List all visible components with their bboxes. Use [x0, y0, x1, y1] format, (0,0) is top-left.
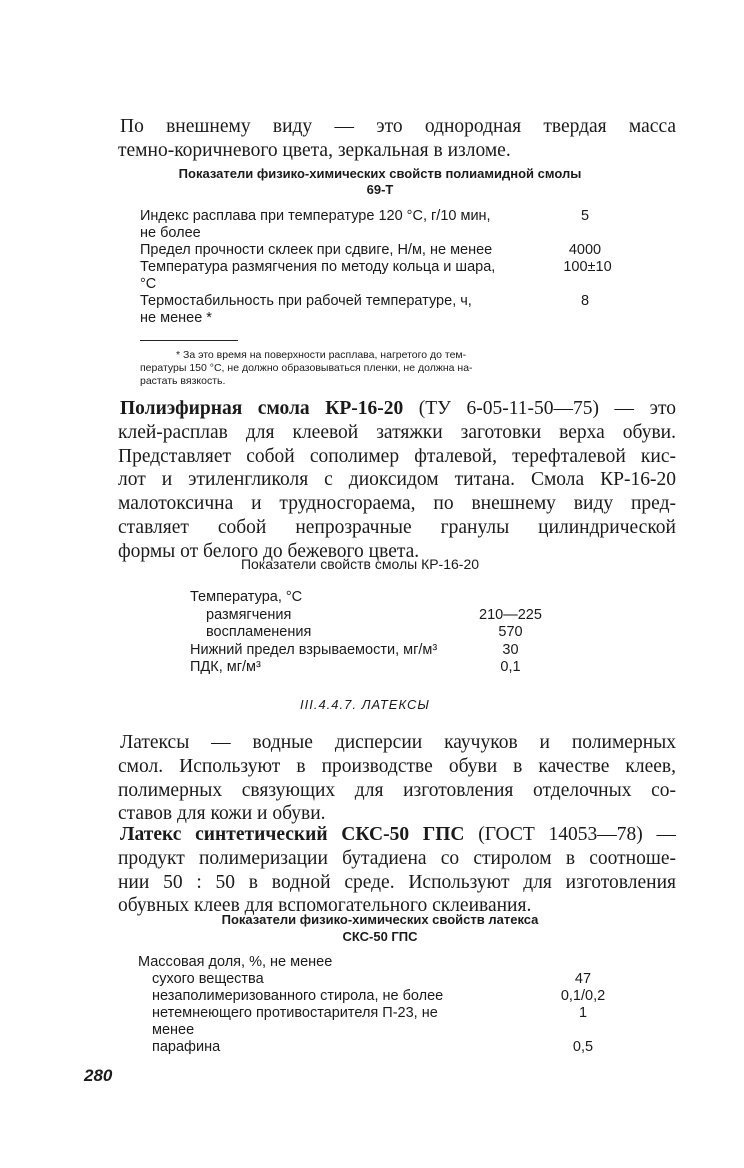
row-value: 570 [498, 624, 523, 640]
kr-16-20-term: Полиэфирная смола КР-16-20 [120, 398, 404, 419]
table-row [140, 259, 640, 293]
table1 [140, 208, 640, 327]
row-label: Индекс расплава при температуре 120 °С, г/10 мин, не более [140, 208, 491, 241]
row-value: 5 [580, 208, 590, 224]
table-row [190, 642, 590, 660]
table-row [140, 242, 640, 259]
table1-title-line: Показатели физико-химических свойств полиамидной смолы [178, 166, 582, 181]
row-label: Массовая доля, %, не менее [138, 954, 333, 970]
row-value: 0,1/0,2 [560, 988, 606, 1004]
row-value: 1 [578, 1005, 588, 1021]
intro-paragraph [118, 115, 676, 163]
row-value: 210—225 [479, 606, 542, 623]
table-row [138, 1039, 638, 1056]
row-label: парафина [152, 1039, 221, 1055]
row-value: 0,1 [500, 659, 521, 675]
row-label: Температура, °С [190, 589, 303, 605]
row-value: 47 [574, 971, 592, 987]
table2-title: Показатели свойств смолы КР-16-20 [240, 556, 480, 572]
row-label: воспламенения [206, 624, 312, 640]
row-label: нетемнеющего противостарителя П-23, не менее [152, 1005, 438, 1038]
row-label: размягчения [206, 606, 292, 623]
table-row [138, 1005, 638, 1039]
row-value: 30 [502, 641, 519, 658]
table-row [138, 954, 638, 971]
table-row [190, 624, 590, 642]
table-row [138, 971, 638, 988]
intro-line: По внешнему виду — это однородная твердая масса [120, 116, 676, 137]
row-value: 8 [580, 293, 590, 309]
row-label: Предел прочности склеек при сдвиге, Н/м, не менее [140, 242, 493, 258]
table2 [190, 589, 590, 677]
table1-title [140, 166, 620, 197]
row-label: Нижний предел взрываемости, мг/м³ [190, 641, 438, 658]
section-heading: III.4.4.7. ЛАТЕКСЫ [300, 697, 430, 712]
table3 [138, 954, 638, 1056]
latex-paragraph: Латексы — водные дисперсии каучуков и полимерных смол. Используют в производстве обуви в качестве клеев, полимерных связующих для изготовления отделочных со- ставов для кожи и обуви. [118, 732, 676, 825]
sks-50-paragraph: Латекс синтетический СКС-50 ГПС (ГОСТ 14053—78) — продукт полимеризации бутадиена со стиролом в соотноше- нии 50 : 50 в водной среде. Используют для изготовления обувных клеев для вспомогательного склеивания. [118, 824, 677, 917]
row-value: 4000 [568, 242, 602, 258]
footnote-divider [140, 340, 238, 341]
table-row [190, 607, 590, 625]
table-row [140, 293, 640, 327]
page-number: 280 [84, 1066, 113, 1085]
table-row [138, 988, 638, 1005]
table-row [190, 589, 590, 607]
row-label: Температура размягчения по методу кольца и шара, °С [140, 259, 496, 292]
row-label: Термостабильность при рабочей температуре, ч, не менее * [140, 293, 472, 326]
table3-title: Показатели физико-химических свойств латекса СКС-50 ГПС [221, 912, 539, 944]
row-label: сухого вещества [152, 971, 264, 987]
row-label: незаполимеризованного стирола, не более [152, 988, 444, 1004]
row-value: 0,5 [572, 1039, 594, 1055]
row-value: 100±10 [563, 259, 612, 275]
table-row [140, 208, 640, 242]
row-label: ПДК, мг/м³ [190, 659, 261, 675]
sks-50-term: Латекс синтетический СКС-50 ГПС [120, 824, 465, 845]
table-row [190, 659, 590, 677]
footnote: * За это время на поверхности расплава, нагретого до тем- пературы 150 °С, не должно образовываться пленки, не должна на- растать вязкость. [140, 349, 473, 387]
intro-line: темно-коричневого цвета, зеркальная в изломе. [118, 139, 511, 161]
table1-title-line: 69-Т [366, 182, 394, 197]
kr-16-20-paragraph: Полиэфирная смола КР-16-20 (ТУ 6-05-11-50—75) — это клей-расплав для клеевой затяжки заготовки верха обуви. Представляет собой сополимер фталевой, терефталевой кис- лот и этиленгликоля с диоксидом титана. Смола КР-16-20 малотоксична и трудносгораема, по внешнему виду пред- ставляет собой непрозрачные гранулы цилиндрической формы от белого до бежевого цвета. [118, 398, 676, 562]
